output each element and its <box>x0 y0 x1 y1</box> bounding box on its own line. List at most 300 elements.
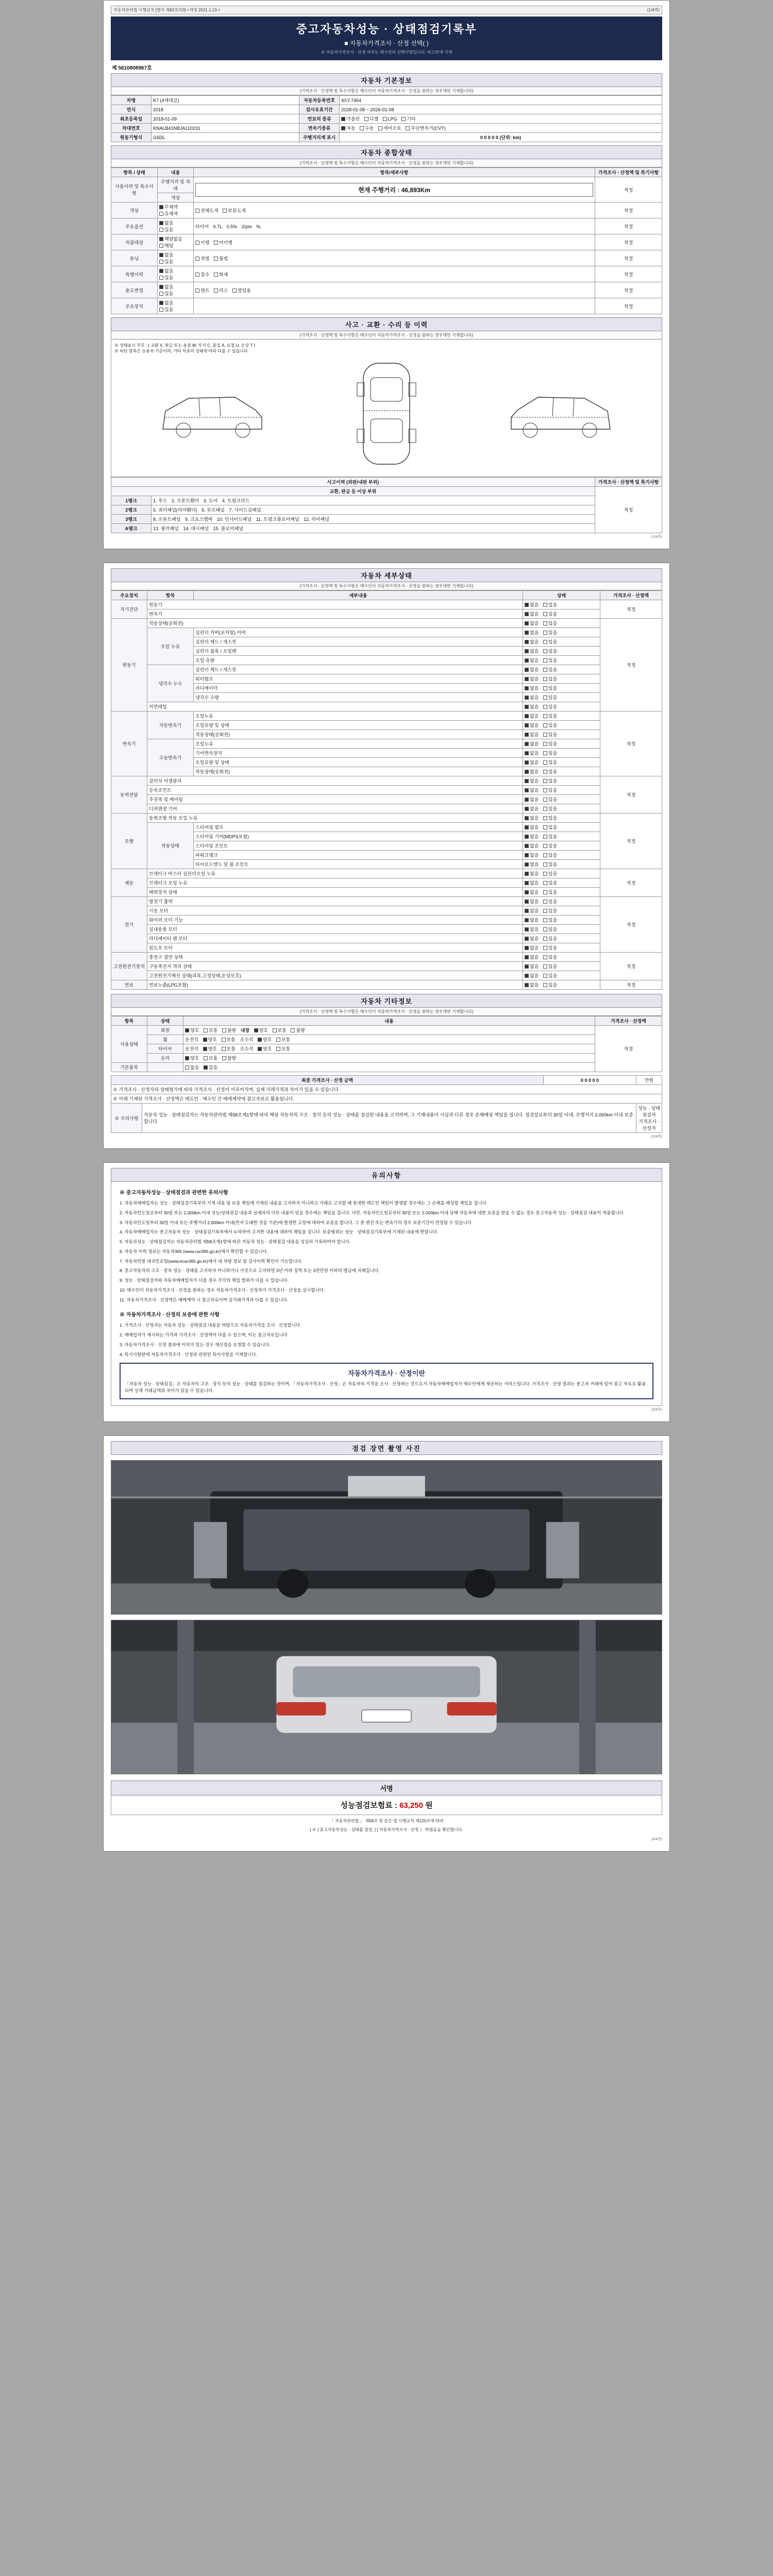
checkbox-none[interactable]: 없음 <box>525 750 539 756</box>
checkbox-fire[interactable]: 화재 <box>214 271 228 278</box>
checkbox-yes[interactable]: 있음 <box>543 648 557 654</box>
table-row <box>111 524 662 533</box>
table-row <box>111 298 662 314</box>
item-starter: 시동 모터 <box>147 906 523 916</box>
checkbox-wheel-good[interactable]: 양호 <box>203 1036 217 1043</box>
table-row <box>111 693 662 702</box>
table-row <box>111 749 662 758</box>
group-high-voltage: 고전원전기장치 <box>111 953 147 980</box>
document-page-2 <box>103 563 670 1149</box>
checkbox-yes[interactable]: 있음 <box>543 935 557 942</box>
state-cell <box>523 786 600 795</box>
checkbox-none[interactable]: 없음 <box>525 972 539 979</box>
checkbox-yes[interactable]: 있음 <box>543 981 557 988</box>
checkbox-yes[interactable]: 있음 <box>543 629 557 636</box>
table-row <box>111 478 662 487</box>
checkbox-none[interactable]: 없음 <box>525 935 539 942</box>
label-trans: 변속기종류 <box>299 124 340 133</box>
table-row <box>111 177 662 193</box>
state-cell <box>523 962 600 971</box>
checkbox-none[interactable]: 없음 <box>525 638 539 645</box>
table-row <box>111 234 662 250</box>
checkbox-yes[interactable]: 있음 <box>543 685 557 691</box>
checkbox-usechange-yes[interactable]: 있음 <box>159 290 173 297</box>
checkbox-none[interactable]: 없음 <box>525 611 539 617</box>
checkbox-trans-auto[interactable]: 자동 <box>341 125 355 131</box>
checkbox-yes[interactable]: 있음 <box>543 722 557 728</box>
checkbox-option-none[interactable]: 없음 <box>159 219 173 226</box>
item-steering-joint: 스티어링 조인트 <box>194 841 523 851</box>
state-cell <box>523 730 600 739</box>
table-row <box>111 851 662 860</box>
row-sub-mileage: 주행거리 및 차대 <box>158 177 194 193</box>
checkbox-wheel-normal[interactable]: 보통 <box>222 1036 236 1043</box>
item-charge-port: 충전구 절연 상태 <box>147 953 523 962</box>
notice-title: 유의사항 <box>111 1168 662 1182</box>
other-info-table <box>111 1016 662 1072</box>
checkbox-rent[interactable]: 렌트 <box>195 287 209 294</box>
checkbox-major-none[interactable]: 없음 <box>159 299 173 306</box>
checkbox-none[interactable]: 없음 <box>525 629 539 636</box>
checkbox-none[interactable]: 없음 <box>525 648 539 654</box>
accident-diagram-area <box>111 340 662 477</box>
price-note-recall: 적정 <box>595 234 662 250</box>
table-head-row <box>111 1016 662 1026</box>
price-note-other: 적정 <box>595 1026 662 1072</box>
final-price-title: 최종 가격조사 · 산정 금액 <box>111 1076 544 1085</box>
checkbox-none[interactable]: 없음 <box>525 852 539 858</box>
table-row <box>111 878 662 888</box>
diagram-legend-2: ※ 하단 항목은 승용차 기준이며, 기타 차종의 상태에 따라 다를 수 있습니다 <box>114 349 248 353</box>
label-fuel-type: 연료의 종류 <box>299 114 340 124</box>
table-row <box>111 814 662 823</box>
price-value: 63,250 <box>399 1801 423 1810</box>
state-cell <box>523 971 600 980</box>
price-note-brake: 적정 <box>600 869 662 897</box>
notice-item: 4. 자동차매매업자는 중고자동차 성능 · 상태점검기록부에서 누락하여 고지한 내용에 대하여 책임을 집니다. 보증범위는 성능 · 상태점검기록부에 기재된 내용에 한합니다. <box>120 1229 439 1235</box>
price-note-major: 적정 <box>595 298 662 314</box>
checkbox-none[interactable]: 없음 <box>525 601 539 608</box>
table-row <box>111 600 662 609</box>
checkbox-wheel2-normal[interactable]: 보통 <box>276 1036 290 1043</box>
checkbox-basic-yes[interactable]: 있음 <box>204 1064 217 1071</box>
final-price-digits: 0 0 0 0 0 <box>544 1076 636 1085</box>
photo-underbody-graphic <box>111 1461 662 1614</box>
checkbox-none[interactable]: 없음 <box>525 981 539 988</box>
checkbox-none[interactable]: 없음 <box>525 861 539 868</box>
checkbox-usechange-none[interactable]: 없음 <box>159 283 173 290</box>
checkbox-none[interactable]: 없음 <box>525 907 539 914</box>
checkbox-yes[interactable]: 있음 <box>543 889 557 895</box>
price-note-tuning: 적정 <box>595 250 662 266</box>
checkbox-none[interactable]: 없음 <box>525 917 539 923</box>
table-row <box>111 897 662 906</box>
item-steering-pump: 스티어링 펌프 <box>194 823 523 832</box>
checkbox-yes[interactable]: 있음 <box>543 611 557 617</box>
checkbox-yes[interactable]: 있음 <box>543 759 557 766</box>
item-radiator: 라디에이터 <box>194 684 523 693</box>
checkbox-trans-semi[interactable]: 세미오토 <box>378 125 401 131</box>
checkbox-lease[interactable]: 리스 <box>214 287 228 294</box>
checkbox-yes[interactable]: 있음 <box>543 917 557 923</box>
document-page-4 <box>103 1435 670 1852</box>
checkbox-tuning-none[interactable]: 없음 <box>159 251 173 258</box>
checkbox-none[interactable]: 없음 <box>525 833 539 840</box>
state-cell-basic <box>183 1063 595 1072</box>
checkbox-none[interactable]: 없음 <box>525 954 539 960</box>
col-major-device: 주요장치 <box>111 591 147 600</box>
state-cell <box>523 841 600 851</box>
checkbox-yes[interactable]: 있음 <box>543 713 557 719</box>
checkbox-yes[interactable]: 있음 <box>543 768 557 775</box>
table-row <box>111 888 662 897</box>
checkbox-yes[interactable]: 있음 <box>543 666 557 673</box>
mileage-value: 현재 주행거리 : 46,893Km <box>195 183 593 197</box>
state-cell <box>523 953 600 962</box>
state-cell <box>523 906 600 916</box>
price-note-special: 적정 <box>595 266 662 282</box>
table-row <box>111 133 662 142</box>
checkbox-none[interactable]: 없음 <box>525 824 539 831</box>
col-price: 가격조사 · 산정액 및 특기사항 <box>595 168 662 177</box>
checkbox-exterior-normal[interactable]: 보통 <box>204 1027 217 1033</box>
checkbox-yes[interactable]: 있음 <box>543 750 557 756</box>
checkbox-yes[interactable]: 있음 <box>543 824 557 831</box>
checkbox-yes[interactable]: 있음 <box>543 842 557 849</box>
item-clutch: 클러치 어셈블리 <box>147 776 523 786</box>
state-cell <box>523 619 600 628</box>
final-price-unit: 만원 <box>636 1076 662 1085</box>
notice-item: 3. 자동차인도일부터 30일 이내 또는 주행거리 2,000km 이내(먼저 도래한 것을 기준)에 발생한 고장에 대하여 보증을 합니다. 그 중 엔진 또는 변속기의 경우 보증기간이 연장될 수 있습니다. <box>120 1219 473 1225</box>
state-cell <box>523 702 600 711</box>
checkbox-yes[interactable]: 있음 <box>543 657 557 664</box>
item-steering-gear: 스티어링 기어(MDPS포함) <box>194 832 523 841</box>
checkbox-yes[interactable]: 있음 <box>543 898 557 905</box>
state-cell <box>523 878 600 888</box>
item-mt-level: 오일유량 및 상태 <box>194 758 523 767</box>
col-item: 항목 / 상태 <box>111 168 158 177</box>
tire-label: 타이어 <box>195 224 209 229</box>
col-content: 내용 <box>158 168 194 177</box>
state-cell <box>523 684 600 693</box>
col-item3: 항목 <box>111 1016 147 1026</box>
item-rocker-cover: 실린더 커버(로커암) 커버 <box>194 628 523 637</box>
checkbox-none[interactable]: 없음 <box>525 889 539 895</box>
checkbox-yes[interactable]: 있음 <box>543 833 557 840</box>
checkbox-none[interactable]: 없음 <box>525 805 539 812</box>
checkbox-none[interactable]: 없음 <box>525 675 539 682</box>
checkbox-color-achromatic[interactable]: 무채색 <box>159 204 178 210</box>
car-diagram-top-view <box>348 357 425 470</box>
checkbox-yes[interactable]: 있음 <box>543 740 557 747</box>
checkbox-yes[interactable]: 있음 <box>543 694 557 701</box>
checkbox-none[interactable]: 없음 <box>525 722 539 728</box>
group-electric: 전기 <box>111 897 147 953</box>
checkbox-tire-good[interactable]: 양호 <box>203 1045 217 1052</box>
checkbox-none[interactable]: 없음 <box>525 731 539 738</box>
row-label-options: 주요옵션 <box>111 218 158 234</box>
checkbox-yes[interactable]: 있음 <box>543 796 557 803</box>
row-label-tuning: 튜닝 <box>111 250 158 266</box>
checkbox-part-paint[interactable]: 부분도색 <box>223 207 246 214</box>
item-engine-diag: 원동기 <box>147 600 523 609</box>
checkbox-yes[interactable]: 있음 <box>543 926 557 933</box>
inspection-photo-rear <box>111 1620 662 1774</box>
table-row <box>111 776 662 786</box>
table-row <box>111 804 662 814</box>
inspector-label-2: 가격조사 · 산정자 <box>638 1119 660 1131</box>
checkbox-yes[interactable]: 있음 <box>543 703 557 710</box>
price-note-power: 적정 <box>600 776 662 814</box>
section-detail-sub: (가격조사 · 산정액 및 특수사항은 매수인이 자동차가격조사 · 산정을 원하는 경우에만 기재합니다) <box>111 582 662 590</box>
state-cell <box>523 823 600 832</box>
item-head-gasket-cool: 실린더 헤드 / 개스킷 <box>194 665 523 674</box>
checkbox-none[interactable]: 없음 <box>525 796 539 803</box>
table-row <box>111 758 662 767</box>
state-cell-tire <box>183 1044 595 1054</box>
group-steering: 조향 <box>111 814 147 869</box>
group-engine: 원동기 <box>111 619 147 711</box>
table-row <box>111 1054 662 1063</box>
checkbox-yes[interactable]: 있음 <box>543 852 557 858</box>
detail-state-table <box>111 590 662 990</box>
item-differential: 디퍼렌셜 기어 <box>147 804 523 814</box>
rank-items-4: 13. 필러패널 14. 대시패널 15. 플로어패널 <box>152 524 595 533</box>
value-first-reg: 2018-01-09 <box>152 114 299 124</box>
checkbox-yes[interactable]: 있음 <box>543 861 557 868</box>
section-accident-sub: (가격조사 · 산정액 및 특수사항은 매수인이 자동차가격조사 · 산정을 원하는 경우에만 기재합니다) <box>111 331 662 340</box>
checkbox-none[interactable]: 없음 <box>525 703 539 710</box>
group-brake: 제동 <box>111 869 147 897</box>
checkbox-none[interactable]: 없음 <box>525 898 539 905</box>
checkbox-none[interactable]: 없음 <box>525 870 539 877</box>
notice-item: 5. 자동차성능 · 상태점검자는 자동차관리법 제58조제1항에 따른 자동차 성능 · 상태점검 내용을 성실히 기록하여야 합니다. <box>120 1239 351 1244</box>
final-price-note-1: ※ 가격조사 · 산정자의 상태평가에 따라 가격조사 · 산정이 이루어지며, 실제 거래가격과 차이가 있을 수 있습니다. <box>111 1085 662 1094</box>
group-transmission: 변속기 <box>111 711 147 776</box>
checkbox-none[interactable]: 없음 <box>525 787 539 793</box>
checkbox-full-paint[interactable]: 전체도색 <box>195 207 219 214</box>
table-row <box>111 795 662 804</box>
table-row <box>111 702 662 711</box>
col-price3: 가격조사 · 산정액 <box>595 1016 662 1026</box>
table-row <box>111 739 662 749</box>
label-driver-seat-2: 운전석 <box>185 1046 199 1052</box>
checkbox-yes[interactable]: 있음 <box>543 805 557 812</box>
checkbox-special-none[interactable]: 없음 <box>159 267 173 274</box>
checkbox-glass-bad[interactable]: 불량 <box>222 1055 236 1061</box>
page-mark-3: (3/4쪽) <box>651 1408 662 1412</box>
checkbox-yes[interactable]: 있음 <box>543 601 557 608</box>
checkbox-fuel-lpg[interactable]: LPG <box>383 116 397 122</box>
checkbox-yes[interactable]: 있음 <box>543 620 557 626</box>
state-cell-wheel <box>183 1035 595 1044</box>
checkbox-yes[interactable]: 있음 <box>543 954 557 960</box>
checkbox-yes[interactable]: 있음 <box>543 731 557 738</box>
checkbox-yes[interactable]: 있음 <box>543 879 557 886</box>
checkbox-none[interactable]: 없음 <box>525 759 539 766</box>
checkbox-fuel-etc[interactable]: 기타 <box>401 115 415 122</box>
checkbox-commercial[interactable]: 영업용 <box>232 287 251 294</box>
table-row <box>111 487 662 496</box>
checkbox-basic-none[interactable]: 없음 <box>185 1064 199 1071</box>
checkbox-tuning-yes[interactable]: 있음 <box>159 258 173 265</box>
checkbox-none[interactable]: 없음 <box>525 666 539 673</box>
checkbox-yes[interactable]: 있음 <box>543 972 557 979</box>
checkbox-trans-cvt[interactable]: 무단변속기(CVT) <box>406 125 445 131</box>
checkbox-none[interactable]: 없음 <box>525 768 539 775</box>
checkbox-yes[interactable]: 있음 <box>543 777 557 784</box>
table-row <box>111 665 662 674</box>
footer-note-2: [ ※ ] 중고자동차성능 · 상태를 점검, [ ] 자동차가격조사 · 산정 》 하였음을 확인합니다. <box>310 1827 463 1832</box>
state-cell <box>523 674 600 684</box>
checkbox-none[interactable]: 없음 <box>525 944 539 951</box>
checkbox-none[interactable]: 없음 <box>525 694 539 701</box>
table-row <box>111 711 662 721</box>
checkbox-special-yes[interactable]: 있음 <box>159 274 173 281</box>
page-subsubtitle: ※ 자동차가격조사 · 산정 여부는 매수인의 선택사항입니다. 비고란에 기재 <box>321 50 452 55</box>
state-cell <box>523 804 600 814</box>
notice-item: 2. 자동차인도일로부터 30일 또는 2,000km 이내 성능/상태점검 내용과 실제차의 다른 내용이 있을 경우에는 책임을 집니다. 다만, 자동차인도일로부터 30일 또는 2,000km 이내 당해 자동차에 대한 보증을 받을 수 없는 경우 중고자동차 성능 · 상태점검 내용이 적용됩니다. <box>120 1210 625 1215</box>
item-water-pump: 워터펌프 <box>194 674 523 684</box>
table-row <box>111 609 662 619</box>
footer-note-1: 「 자동차관리법 」 제58조 및 같은 법 시행규칙 제120조에 따라 <box>329 1818 444 1823</box>
checkbox-yes[interactable]: 있음 <box>543 944 557 951</box>
table-row <box>111 934 662 943</box>
sub-coolant-leak: 냉각수 누수 <box>147 665 194 702</box>
checkbox-recall-na[interactable]: 해당없음 <box>159 235 182 242</box>
checkbox-tuning-illegal[interactable]: 불법 <box>214 255 228 262</box>
item-glass: 유리 <box>147 1054 183 1063</box>
checkbox-none[interactable]: 없음 <box>525 657 539 664</box>
checkbox-none[interactable]: 없음 <box>525 713 539 719</box>
state-cell <box>523 711 600 721</box>
item-at-idle: 작동상태(공회전) <box>194 730 523 739</box>
state-cell <box>523 943 600 953</box>
checkbox-trans-manual[interactable]: 수동 <box>360 125 374 131</box>
state-cell <box>523 980 600 990</box>
guarantee-title: 자동차가격조사 · 산정이란 <box>348 1369 425 1378</box>
checkbox-tire2-normal[interactable]: 보통 <box>276 1045 290 1052</box>
row-label-color: 색상 <box>111 202 158 218</box>
checkbox-glass-good[interactable]: 양호 <box>185 1055 199 1061</box>
value-mileage: 0 0 0 0 0 (단위: km) <box>340 133 662 142</box>
checkbox-yes[interactable]: 있음 <box>543 907 557 914</box>
state-cell-glass <box>183 1054 595 1063</box>
checkbox-tire2-good[interactable]: 양호 <box>258 1045 272 1052</box>
checkbox-glass-normal[interactable]: 보통 <box>204 1055 217 1061</box>
checkbox-yes[interactable]: 있음 <box>543 638 557 645</box>
checkbox-none[interactable]: 없음 <box>525 740 539 747</box>
table-row <box>111 980 662 990</box>
checkbox-color-chromatic[interactable]: 유채색 <box>159 210 178 217</box>
notice-item: 10. 매수인이 자동차가격조사 · 산정을 원하는 경우 자동차가격조사 · 산정자가 가격조사 · 산정을 실시합니다. <box>120 1287 325 1293</box>
row-label-special: 특별이력 <box>111 266 158 282</box>
table-head-row <box>111 168 662 177</box>
row-major-detail <box>194 298 595 314</box>
checkbox-none[interactable]: 없음 <box>525 926 539 933</box>
checkbox-recall-yes[interactable]: 해당 <box>159 242 173 249</box>
document-page-3 <box>103 1162 670 1422</box>
price-note-fuel: 적정 <box>600 980 662 990</box>
checkbox-recall-notdone[interactable]: 미이행 <box>214 239 232 246</box>
checkbox-option-yes[interactable]: 있음 <box>159 226 173 233</box>
checkbox-yes[interactable]: 있음 <box>543 870 557 877</box>
checkbox-exterior-good[interactable]: 양호 <box>185 1027 199 1033</box>
col-detail: 항목/세부사항 <box>194 168 595 177</box>
label-engine: 원동기형식 <box>111 133 152 142</box>
table-row <box>111 1094 662 1104</box>
item-radiator-fan: 라디에이터 팬 모터 <box>147 934 523 943</box>
checkbox-yes[interactable]: 있음 <box>543 963 557 970</box>
checkbox-none[interactable]: 없음 <box>525 620 539 626</box>
group-fuel: 연료 <box>111 980 147 990</box>
price-note-usage: 적정 <box>595 177 662 202</box>
value-fuel-type <box>340 114 662 124</box>
item-tire: 타이어 <box>147 1044 183 1054</box>
sub-oil-leak: 오일 누유 <box>147 628 194 665</box>
price-note-selfdiag: 적정 <box>600 600 662 619</box>
checkbox-fuel-gasoline[interactable]: 가솔린 <box>341 115 360 122</box>
checkbox-flood[interactable]: 침수 <box>195 271 209 278</box>
row-special-detail <box>194 266 595 282</box>
checkbox-none[interactable]: 없음 <box>525 815 539 821</box>
checkbox-none[interactable]: 없음 <box>525 777 539 784</box>
table-row <box>111 860 662 869</box>
checkbox-none[interactable]: 없음 <box>525 685 539 691</box>
item-fuel-leak: 연료누출(LPG포함) <box>147 980 523 990</box>
item-hv-wiring: 고전원전기배선 상태(피복,고정상태,손상보호) <box>147 971 523 980</box>
item-wheel: 휠 <box>147 1035 183 1044</box>
tire-value-3: 2/pm <box>241 224 252 229</box>
document-page-1 <box>103 0 670 549</box>
item-trans-diag: 변속기 <box>147 609 523 619</box>
checkbox-yes[interactable]: 있음 <box>543 787 557 793</box>
checkbox-tuning-legal[interactable]: 적법 <box>195 255 209 262</box>
checkbox-tire-normal[interactable]: 보통 <box>222 1045 236 1052</box>
checkbox-none[interactable]: 없음 <box>525 963 539 970</box>
state-cell <box>523 758 600 767</box>
item-cv-joint: 등속조인트 <box>147 786 523 795</box>
checkbox-interior-good[interactable]: 양호 <box>254 1027 268 1033</box>
row-special-opts <box>158 266 194 282</box>
car-diagrams <box>114 354 659 473</box>
notice-item: 1. 자동차매매업자는 성능 · 상태점검기록부의 기재 내용 및 보증 책임에 기재된 내용을 고지하지 아니하고 거래로 고지할 때 중대한 매도인 책임이 발생할 경우에는 그 손해를 배상할 책임을 집니다. <box>120 1200 488 1206</box>
state-cell <box>523 814 600 823</box>
tire-value-1: 0.7L <box>213 224 223 229</box>
price-note-usechange: 적정 <box>595 282 662 298</box>
table-row <box>111 647 662 656</box>
checkbox-interior-normal[interactable]: 보통 <box>273 1027 287 1033</box>
label-first-reg: 최초등록일 <box>111 114 152 124</box>
checkbox-wheel2-good[interactable]: 양호 <box>258 1036 272 1043</box>
table-row <box>111 114 662 124</box>
table-row <box>111 841 662 851</box>
checkbox-yes[interactable]: 있음 <box>543 675 557 682</box>
checkbox-major-yes[interactable]: 있음 <box>159 306 173 313</box>
checkbox-none[interactable]: 없음 <box>525 842 539 849</box>
checkbox-recall-done[interactable]: 이행 <box>195 239 209 246</box>
price-note-trans: 적정 <box>600 711 662 776</box>
checkbox-yes[interactable]: 있음 <box>543 815 557 821</box>
checkbox-fuel-diesel[interactable]: 디젤 <box>364 115 378 122</box>
checkbox-none[interactable]: 없음 <box>525 879 539 886</box>
notice-item: 11. 자동차가격조사 · 산정액은 매매계약 시 참고자료이며 실거래가격과 다를 수 있습니다. <box>120 1297 289 1302</box>
value-year: 2018 <box>152 105 299 114</box>
checkbox-interior-bad[interactable]: 불량 <box>291 1027 305 1033</box>
notice-item-2: 1. 가격조사 · 산정자는 자동차 성능 · 상태점검 내용을 바탕으로 자동차가격을 조사 · 산정합니다. <box>120 1323 301 1328</box>
checkbox-exterior-bad[interactable]: 불량 <box>222 1027 236 1033</box>
group-powertrain: 동력전달 <box>111 776 147 814</box>
